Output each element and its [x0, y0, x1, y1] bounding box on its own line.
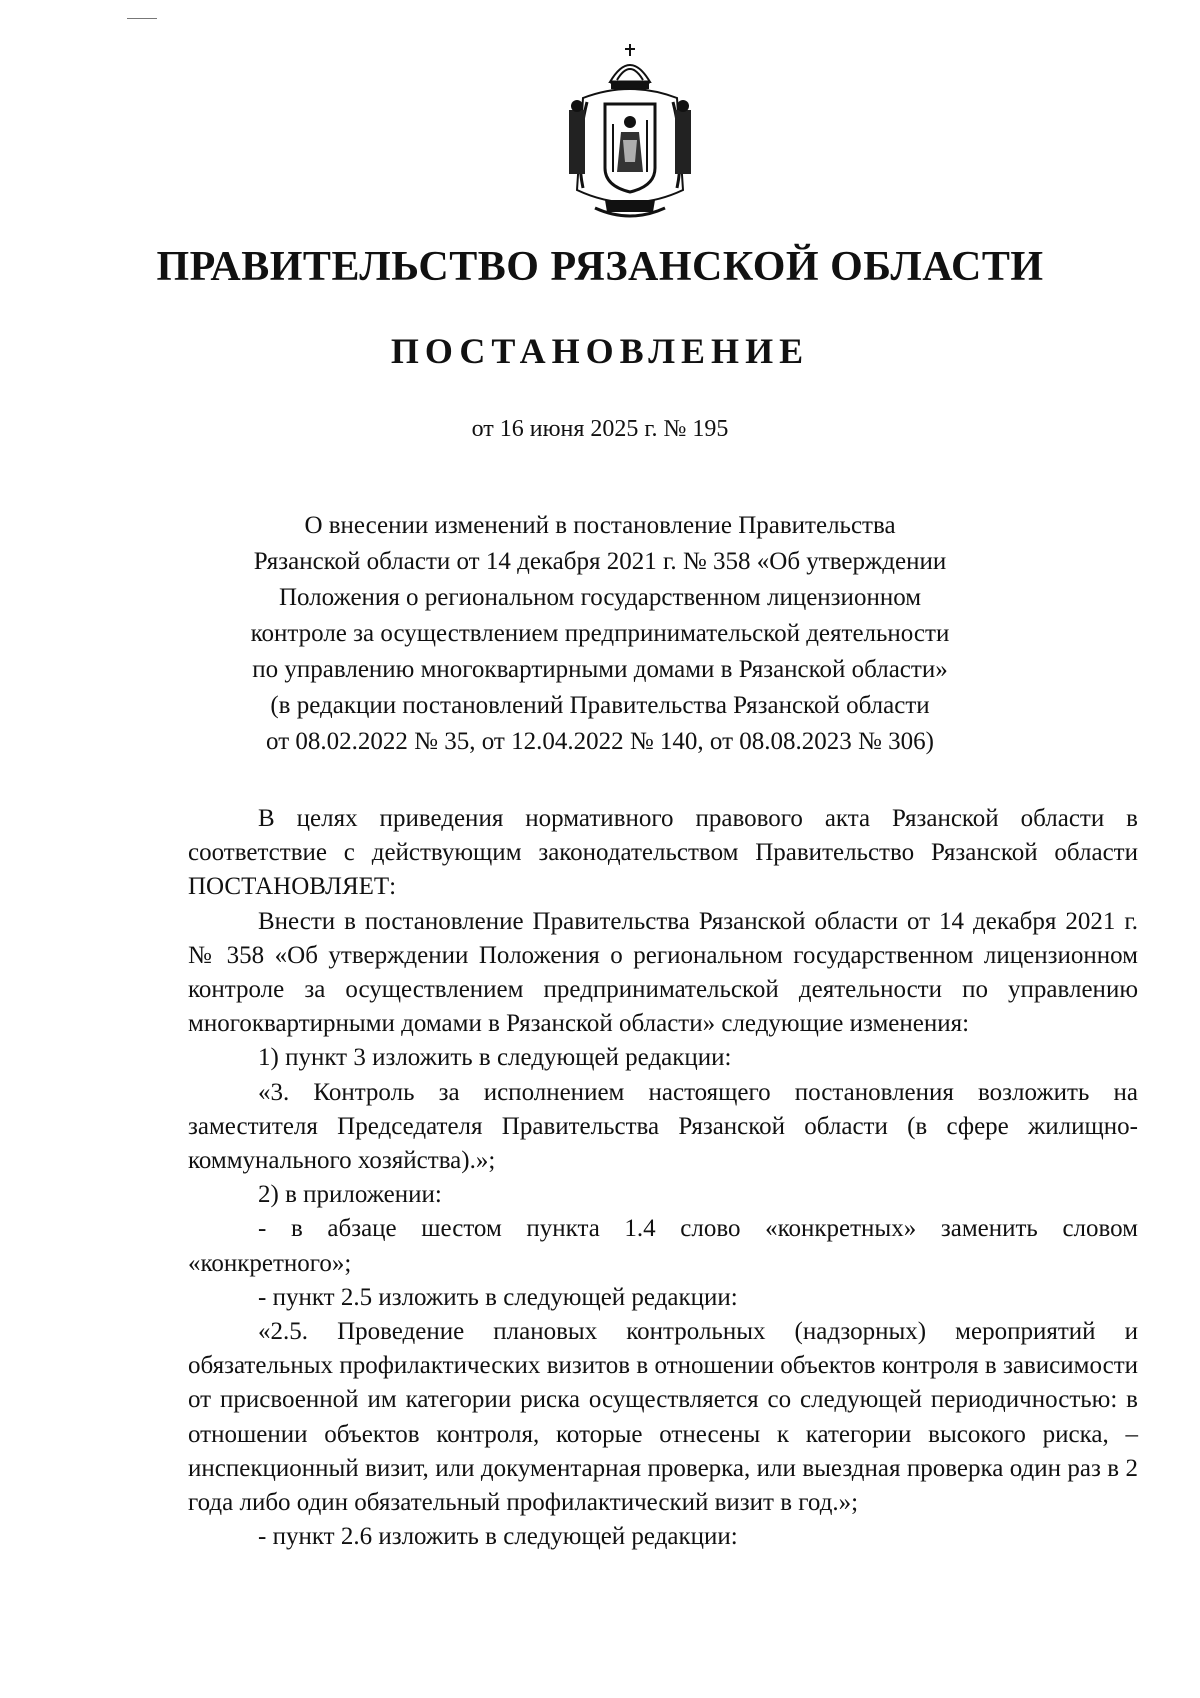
body-paragraph: Внести в постановление Правительства Рязанской области от 14 декабря 2021 г. № 358 «Об утверждении Положения о региональном государственном лицензионном контроле за осуществлением предпринимательской деятельности по управлению многоквартирными домами в Рязанской области» следующие изменения:	[188, 907, 1138, 1038]
body-paragraph: «3. Контроль за исполнением настоящего постановления возложить на заместителя Председателя Правительства Рязанской области (в сфере жилищно-коммунального хозяйства).»;	[188, 1078, 1138, 1175]
coat-of-arms-icon	[565, 40, 695, 230]
document-subject	[240, 508, 960, 760]
subject-line: контроле за осуществлением предпринимательской деятельности	[250, 620, 950, 647]
document-date-number: от 16 июня 2025 г. № 195	[471, 416, 729, 442]
body-paragraph: 1) пункт 3 изложить в следующей редакции:	[258, 1044, 732, 1072]
subject-line: (в редакции постановлений Правительства Рязанской области	[270, 692, 930, 719]
body-paragraph: В целях приведения нормативного правового акта Рязанской области в соответствие с действующим законодательством Правительство Рязанской области ПОСТАНОВЛЯЕТ:	[188, 805, 1138, 901]
body-paragraph: 2) в приложении:	[258, 1181, 442, 1209]
body-paragraph: - в абзаце шестом пункта 1.4 слово «конкретных» заменить словом «конкретного»;	[188, 1215, 1138, 1277]
body-paragraph: «2.5. Проведение плановых контрольных (надзорных) мероприятий и обязательных профилактических визитов в отношении объектов контроля в зависимости от присвоенной им категории риска осуществляется со следующей периодичностью: в отношении объектов контроля, которые отнесены к категории высокого риска, – инспекционный визит, или документарная проверка, или выездная проверка один раз в 2 года либо один обязательный профилактический визит в год.»;	[188, 1318, 1138, 1517]
subject-line: по управлению многоквартирными домами в Рязанской области»	[252, 656, 948, 683]
subject-line: от 08.02.2022 № 35, от 12.04.2022 № 140, от 08.08.2023 № 306)	[266, 728, 934, 755]
scan-mark	[127, 18, 157, 19]
document-body	[188, 802, 1138, 1554]
organization-title: ПРАВИТЕЛЬСТВО РЯЗАНСКОЙ ОБЛАСТИ	[156, 244, 1044, 290]
body-paragraph: - пункт 2.5 изложить в следующей редакции:	[258, 1283, 738, 1311]
subject-line: Положения о региональном государственном лицензионном	[278, 584, 922, 611]
body-paragraph: - пункт 2.6 изложить в следующей редакции:	[258, 1523, 738, 1551]
subject-line: О внесении изменений в постановление Правительства	[304, 512, 896, 539]
document-type: ПОСТАНОВЛЕНИЕ	[390, 331, 810, 371]
subject-line: Рязанской области от 14 декабря 2021 г. № 358 «Об утверждении	[253, 548, 947, 575]
